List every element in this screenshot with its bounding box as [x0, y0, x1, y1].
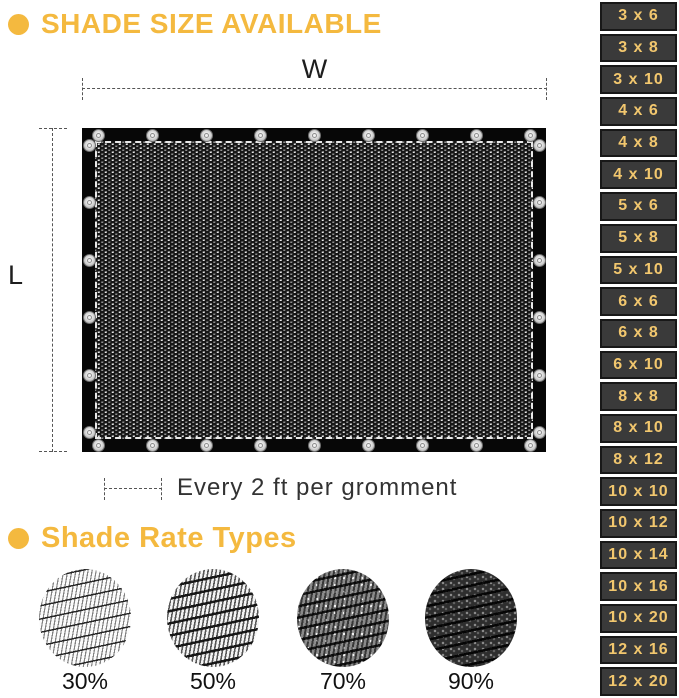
size-option: 5 x 8 — [600, 224, 677, 253]
size-option: 4 x 8 — [600, 129, 677, 158]
grommet-icon — [200, 129, 213, 142]
dimension-tick — [39, 128, 67, 129]
grommet-icon — [308, 439, 321, 452]
size-option-list — [600, 2, 677, 696]
grommet-spacing-bracket — [104, 478, 162, 500]
size-option: 3 x 8 — [600, 34, 677, 63]
shade-rate-heading — [8, 522, 297, 555]
bracket-bar — [104, 488, 162, 489]
grommet-icon — [470, 129, 483, 142]
size-option: 12 x 16 — [600, 636, 677, 665]
grommet-icon — [416, 129, 429, 142]
shade-rate-swatch-30 — [39, 569, 131, 667]
size-option: 4 x 10 — [600, 160, 677, 189]
shade-rate-swatch-90 — [425, 569, 517, 667]
length-dimension-line — [52, 128, 53, 452]
grommet-icon — [533, 369, 546, 382]
grommet-icon — [533, 196, 546, 209]
shade-rate-heading-label: Shade Rate Types — [41, 522, 297, 554]
size-option: 6 x 10 — [600, 351, 677, 380]
grommet-icon — [83, 196, 96, 209]
size-option: 6 x 8 — [600, 319, 677, 348]
size-option: 6 x 6 — [600, 287, 677, 316]
length-dimension-label: L — [8, 260, 24, 290]
size-option: 3 x 10 — [600, 65, 677, 94]
mesh-fabric — [95, 141, 533, 439]
dimension-tick — [546, 78, 547, 100]
grommet-icon — [362, 129, 375, 142]
grommet-icon — [416, 439, 429, 452]
shade-rate-percent-label: 70% — [319, 668, 367, 694]
bullet-icon — [8, 528, 29, 549]
size-option: 8 x 12 — [600, 446, 677, 475]
shade-rate-swatch-50 — [167, 569, 259, 667]
grommet-icon — [254, 129, 267, 142]
dimension-tick — [82, 78, 83, 100]
grommet-icon — [308, 129, 321, 142]
grommet-icon — [92, 439, 105, 452]
grommet-icon — [470, 439, 483, 452]
size-option: 5 x 6 — [600, 192, 677, 221]
shade-rate-swatch-70 — [297, 569, 389, 667]
grommet-icon — [83, 254, 96, 267]
dimension-tick — [39, 451, 67, 452]
shade-rate-percent-label: 90% — [447, 668, 495, 694]
grommet-icon — [83, 426, 96, 439]
grommet-icon — [254, 439, 267, 452]
width-dimension-line — [82, 88, 547, 89]
grommet-icon — [524, 439, 537, 452]
size-option: 3 x 6 — [600, 2, 677, 31]
grommet-icon — [533, 139, 546, 152]
grommet-icon — [146, 129, 159, 142]
shade-size-heading-label: SHADE SIZE AVAILABLE — [41, 8, 382, 39]
bracket-tick — [161, 478, 162, 500]
shade-size-heading — [8, 8, 382, 40]
grommet-icon — [362, 439, 375, 452]
grommet-icon — [83, 311, 96, 324]
shade-rate-percent-label: 50% — [189, 668, 237, 694]
size-option: 10 x 10 — [600, 477, 677, 506]
shade-net-diagram — [82, 128, 546, 452]
grommet-icon — [533, 426, 546, 439]
grommet-icon — [200, 439, 213, 452]
size-option: 10 x 12 — [600, 509, 677, 538]
size-option: 10 x 20 — [600, 604, 677, 633]
size-option: 4 x 6 — [600, 97, 677, 126]
size-option: 10 x 16 — [600, 572, 677, 601]
size-option: 10 x 14 — [600, 541, 677, 570]
bracket-tick — [104, 478, 105, 500]
grommet-spacing-note: Every 2 ft per gromment — [177, 474, 458, 501]
shade-rate-percent-label: 30% — [61, 668, 109, 694]
size-option: 5 x 10 — [600, 256, 677, 285]
size-option: 12 x 20 — [600, 667, 677, 696]
bullet-icon — [8, 14, 29, 35]
width-dimension-label: W — [301, 54, 328, 84]
grommet-icon — [83, 369, 96, 382]
size-option: 8 x 10 — [600, 414, 677, 443]
grommet-icon — [533, 311, 546, 324]
grommet-icon — [83, 139, 96, 152]
size-option: 8 x 8 — [600, 382, 677, 411]
grommet-icon — [146, 439, 159, 452]
grommet-icon — [533, 254, 546, 267]
